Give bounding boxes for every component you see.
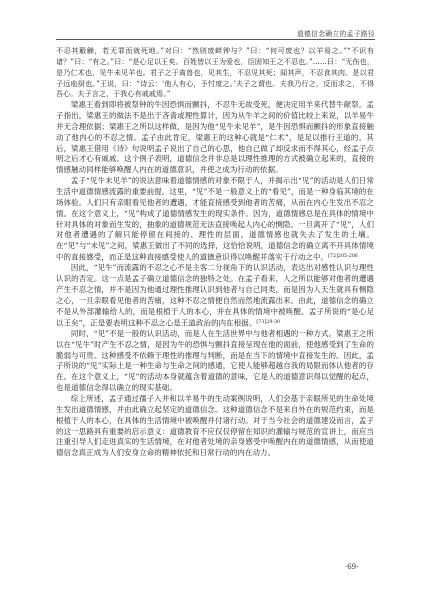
paragraph-text: 因此，“见牛”而流露的不忍之心不是主客二分视角下的认识活动，表达出对感性认识与理性认识的否定。这一点是孟子确立道德信念的独特之处。在孟子看来，人之所以能够对他者的遭遇产生不忍之情，并不是因为他通过理性推理认识到他者与自己同类，而是因为人天生就具有恻隐之心，一旦亲眼看见他者的苦痛，这种不忍之情便自然而然地流露出来。由此，道德信念的确立不是从外部灌输给人的，而是根植于人的本心，并在具体的情境中被唤醒。孟子所说的“是心足以王矣”，正是要表明这种不忍之心是王道政治的内在根据。 [56,263,374,328]
paragraph [56,329,374,394]
paragraph [56,100,374,176]
citation-marker[interactable]: [72]205-206 [328,254,358,260]
page-number: ·69· [345,563,359,571]
paragraph [56,176,374,263]
citation-marker[interactable]: [73]29-30 [256,319,281,325]
paragraph-text: 综上所述，孟子通过孺子入井和以羊易牛的生动案例说明，人们会基于亲眼所见的生命处境生发出道德情感，并由此确立起坚定的道德信念。这种道德信念不是来自外在的规范约束，而是根植于人的本心，在具体的生活情境中被唤醒并付诸行动。对于当今社会的道德建设而言，孟子的这一思路具有重要的启示意义：道德教育不应仅仅停留在知识的灌输与规范的宣讲上，而应当注重引导人们走进真实的生活情境，在对他者处境的亲身感受中唤醒内在的道德情感，从而使道德信念真正成为人们安身立命的精神依托和日常行动的内在动力。 [56,394,374,458]
article-body [56,46,374,459]
quoted-dialogue [56,46,374,100]
running-header: 道德信念确立的孟子路径 [296,30,375,38]
header-rule [56,39,375,40]
paragraph [56,263,374,329]
paragraph-text: 同时，“见”不是一般的认识活动，而是人在生活世界中与他者相遇的一种方式。梁惠王之所以在“见牛”时产生不忍之情，是因为牛的恐惧与颤抖直接呈现在他的面前，使他感受到了生命的脆弱与可贵。这种感受不依赖于理性的推理与判断，而是在当下的情境中直接发生的。因此，孟子所说的“见”实际上是一种生命与生命之间的感通，它使人能够超越自我的局限而体认他者的存在。在这个意义上，“见”的活动本身就蕴含着道德的意味，它是人的道德意识得以觉醒的起点，也是道德信念得以确立的现实基础。 [56,328,374,393]
paragraph-text: 不忍其觳觫，若无罪而就死地。”对曰：“然则废衅钟与？”曰：“何可废也？以羊易之。”“不识有诸？”曰：“有之。”曰：“是心足以王矣。百姓皆以王为爱也，臣固知王之不忍也。”……曰：“无伤也，是乃仁术也，见牛未见羊也。君子之于禽兽也，见其生，不忍见其死；闻其声，不忍食其肉。是以君子远庖厨也。”王说，曰：“诗云：‘他人有心，予忖度之。’夫子之谓也。夫我乃行之，反而求之，不得吾心。夫子言之，于我心有戚戚焉。” [56,46,374,99]
paragraph-text: 梁惠王看到即将被祭钟的牛因恐惧而颤抖，不忍牛无故受死，便决定用羊来代替牛献祭。孟子指出，梁惠王的做法不是出于吝啬或理性算计，因为从牛羊之间的价值比较上来说，以羊易牛并无合理依据；梁惠王之所以这样做，是因为他“见牛未见羊”，是牛因恐惧而颤抖的形象直接触动了他内心的不忍之情。孟子由此肯定，梁惠王的这种心就是“仁术”，是足以推行王道的。其后，梁惠王借用《诗》句说明孟子说出了自己的心思，他自己做了却反求而不得其心，经孟子点明之后才心有戚戚。这个例子表明，道德信念并非总是以理性推理的方式被确立起来的，直接的情感触动同样能够唤醒人内在的道德意识，并使之成为行动的依据。 [56,100,374,175]
paragraph [56,394,374,459]
paragraph-text: 孟子“见牛未见羊”的说法意味着道德情感的对象不限于人，并揭示出“见”的活动是人们日常生活中道德情感流露的重要前提。这里，“见”不是一般意义上的“看见”，而是一种身临其境的在场体验。人们只有亲眼看见他者的遭遇，才能直接感受到他者的苦痛，从而在内心生发出不忍之情。在这个意义上，“见”构成了道德情感发生的现实条件。因为，道德情感总是在具体的情境中针对具体的对象而生发的，抽象的道德规范无法直接唤起人内心的恻隐。一旦离开了“见”，人们对他者遭遇的了解只能停留在间接的、理性的层面，道德情感也就失去了发生的土壤。在“见”与“未见”之间，梁惠王做出了不同的选择，这恰恰说明，道德信念的确立离不开具体情境中的直接感受，而正是这种直接感受使人的道德意识得以唤醒并落实于行动之中。 [56,176,374,262]
